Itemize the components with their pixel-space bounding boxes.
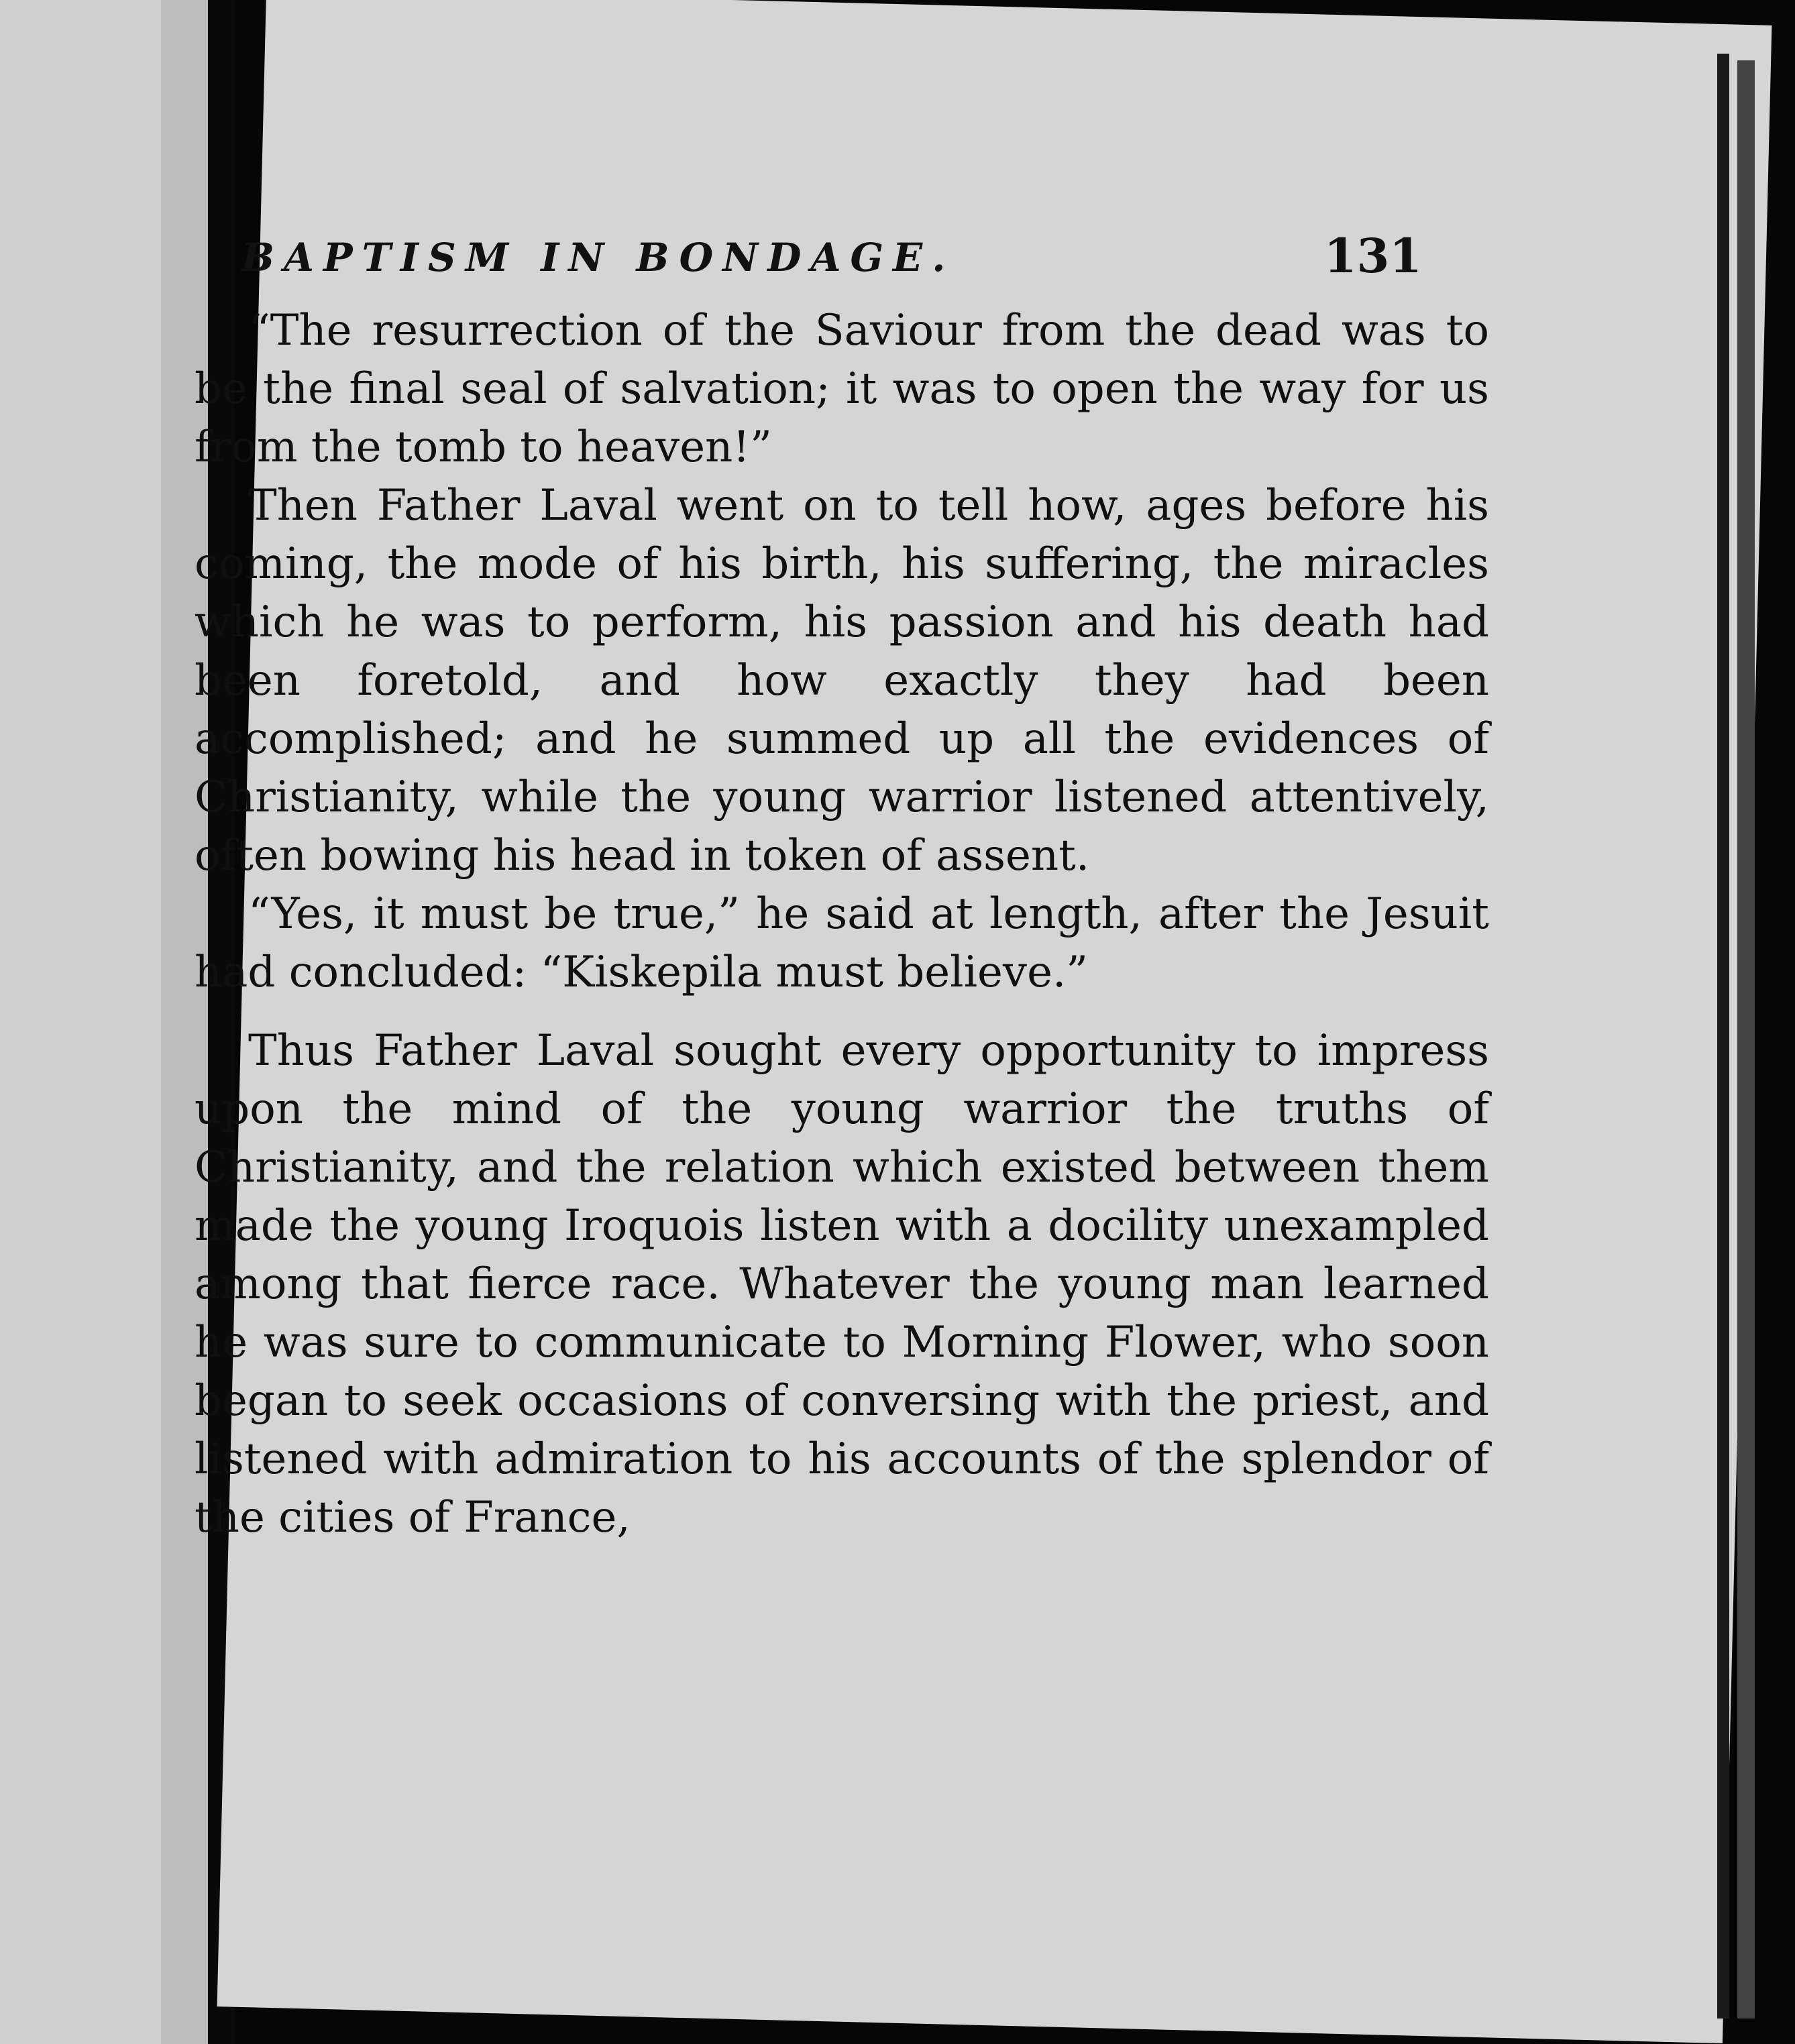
page-body (195, 302, 1489, 1547)
page-number: 131 (1323, 228, 1422, 284)
running-head: BAPTISM IN BONDAGE. (241, 235, 955, 280)
paragraph: “The resurrection of the Saviour from the dead was to be the final seal of salvation; it was to open the way for us from the tomb to heaven!” (195, 306, 1489, 472)
book-cover-edge (1737, 60, 1755, 2019)
paragraph: “Yes, it must be true,” he said at length, after the Jesuit had concluded: “Kiskepila must believe.” (195, 889, 1489, 997)
page-edge-shadow (1717, 54, 1729, 2019)
paragraph: Then Father Laval went on to tell how, ages before his coming, the mode of his birth, his suffering, the miracles which he was to perform, his passion and his death had been foretold, and how exactly they had been accomplished; and he summed up all the evidences of Christianity, while the young warrior listened attentively, often bowing his head in token of assent. (195, 481, 1489, 881)
page-header (241, 221, 1422, 295)
paragraph: Thus Father Laval sought every opportunity to impress upon the mind of the young warrior the truths of Christianity, and the relation which existed between them made the young Iroquois listen with a docility unexampled among that fierce race. Whatever the young man learned he was sure to communicate to Morning Flower, who soon began to seek occasions of conversing with the priest, and listened with admiration to his accounts of the splendor of the cities of France, (195, 1026, 1489, 1542)
